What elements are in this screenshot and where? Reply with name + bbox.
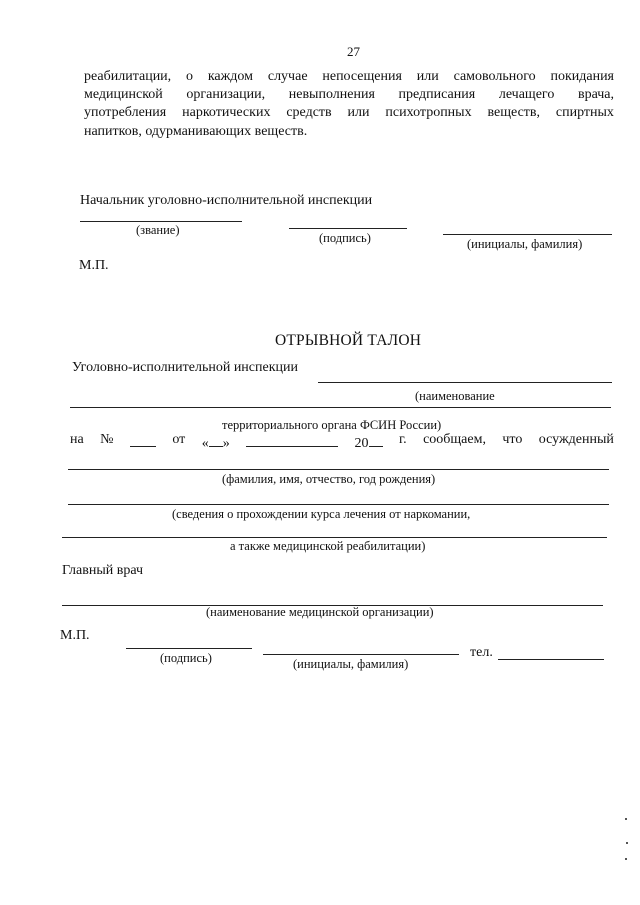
inspection-label: Уголовно-исполнительной инспекции xyxy=(72,360,298,375)
coupon-signature-line xyxy=(126,648,252,649)
year-field: 20 xyxy=(355,432,383,452)
number-sign: № xyxy=(100,432,114,447)
ot-word: от xyxy=(172,432,186,447)
treatment-line xyxy=(68,504,609,505)
coupon-title: ОТРЫВНОЙ ТАЛОН xyxy=(275,332,422,349)
day-blank xyxy=(209,432,223,447)
rehab-caption: а также медицинской реабилитации) xyxy=(230,539,426,553)
treatment-caption: (сведения о прохождении курса лечения от наркомании, xyxy=(172,507,471,521)
rehab-line xyxy=(62,537,607,538)
med-org-caption: (наименование медицинской организации) xyxy=(206,605,434,619)
coupon-signature-caption: (подпись) xyxy=(160,651,212,665)
territorial-caption: территориального органа ФСИН России) xyxy=(222,418,442,432)
fio-line xyxy=(68,469,609,470)
inspection-head-heading: Начальник уголовно-исполнительной инспекции xyxy=(80,193,373,208)
scan-speck xyxy=(625,818,627,820)
coupon-initials-caption: (инициалы, фамилия) xyxy=(293,657,409,671)
initials-line xyxy=(443,234,612,235)
na-word: на xyxy=(70,432,84,447)
month-blank xyxy=(246,432,338,447)
page-number: 27 xyxy=(347,44,360,59)
report-line: на № от « » 20 г. сообщаем, что осужденный xyxy=(70,432,614,451)
scan-speck xyxy=(626,842,628,844)
coupon-stamp-label: М.П. xyxy=(60,628,90,643)
territorial-line xyxy=(70,407,611,408)
signature-line xyxy=(289,228,407,229)
rank-caption: (звание) xyxy=(136,223,180,237)
tel-line xyxy=(498,659,604,660)
inspection-name-line xyxy=(318,382,612,383)
intro-line-3: употребления наркотических средств или психотропных веществ, спиртных xyxy=(84,105,614,120)
intro-line-1: реабилитации, о каждом случае непосещения или самовольного покидания xyxy=(84,69,614,84)
number-blank xyxy=(130,432,156,447)
year-suffix: г. xyxy=(398,432,407,447)
tel-label: тел. xyxy=(470,645,493,660)
stamp-label: М.П. xyxy=(79,258,109,273)
name-caption: (наименование xyxy=(415,389,495,403)
fio-caption: (фамилия, имя, отчество, год рождения) xyxy=(222,472,436,486)
intro-line-4: напитков, одурманивающих веществ. xyxy=(84,124,308,139)
coupon-initials-line xyxy=(263,654,459,655)
day-field: « » xyxy=(202,432,230,452)
signature-caption: (подпись) xyxy=(319,231,371,245)
year-blank xyxy=(369,432,383,447)
chief-doctor-label: Главный врач xyxy=(62,563,144,578)
rank-line xyxy=(80,221,242,222)
initials-caption: (инициалы, фамилия) xyxy=(467,237,583,251)
intro-line-2: медицинской организации, невыполнения предписания лечащего врача, xyxy=(84,87,614,102)
scan-speck xyxy=(625,858,627,860)
